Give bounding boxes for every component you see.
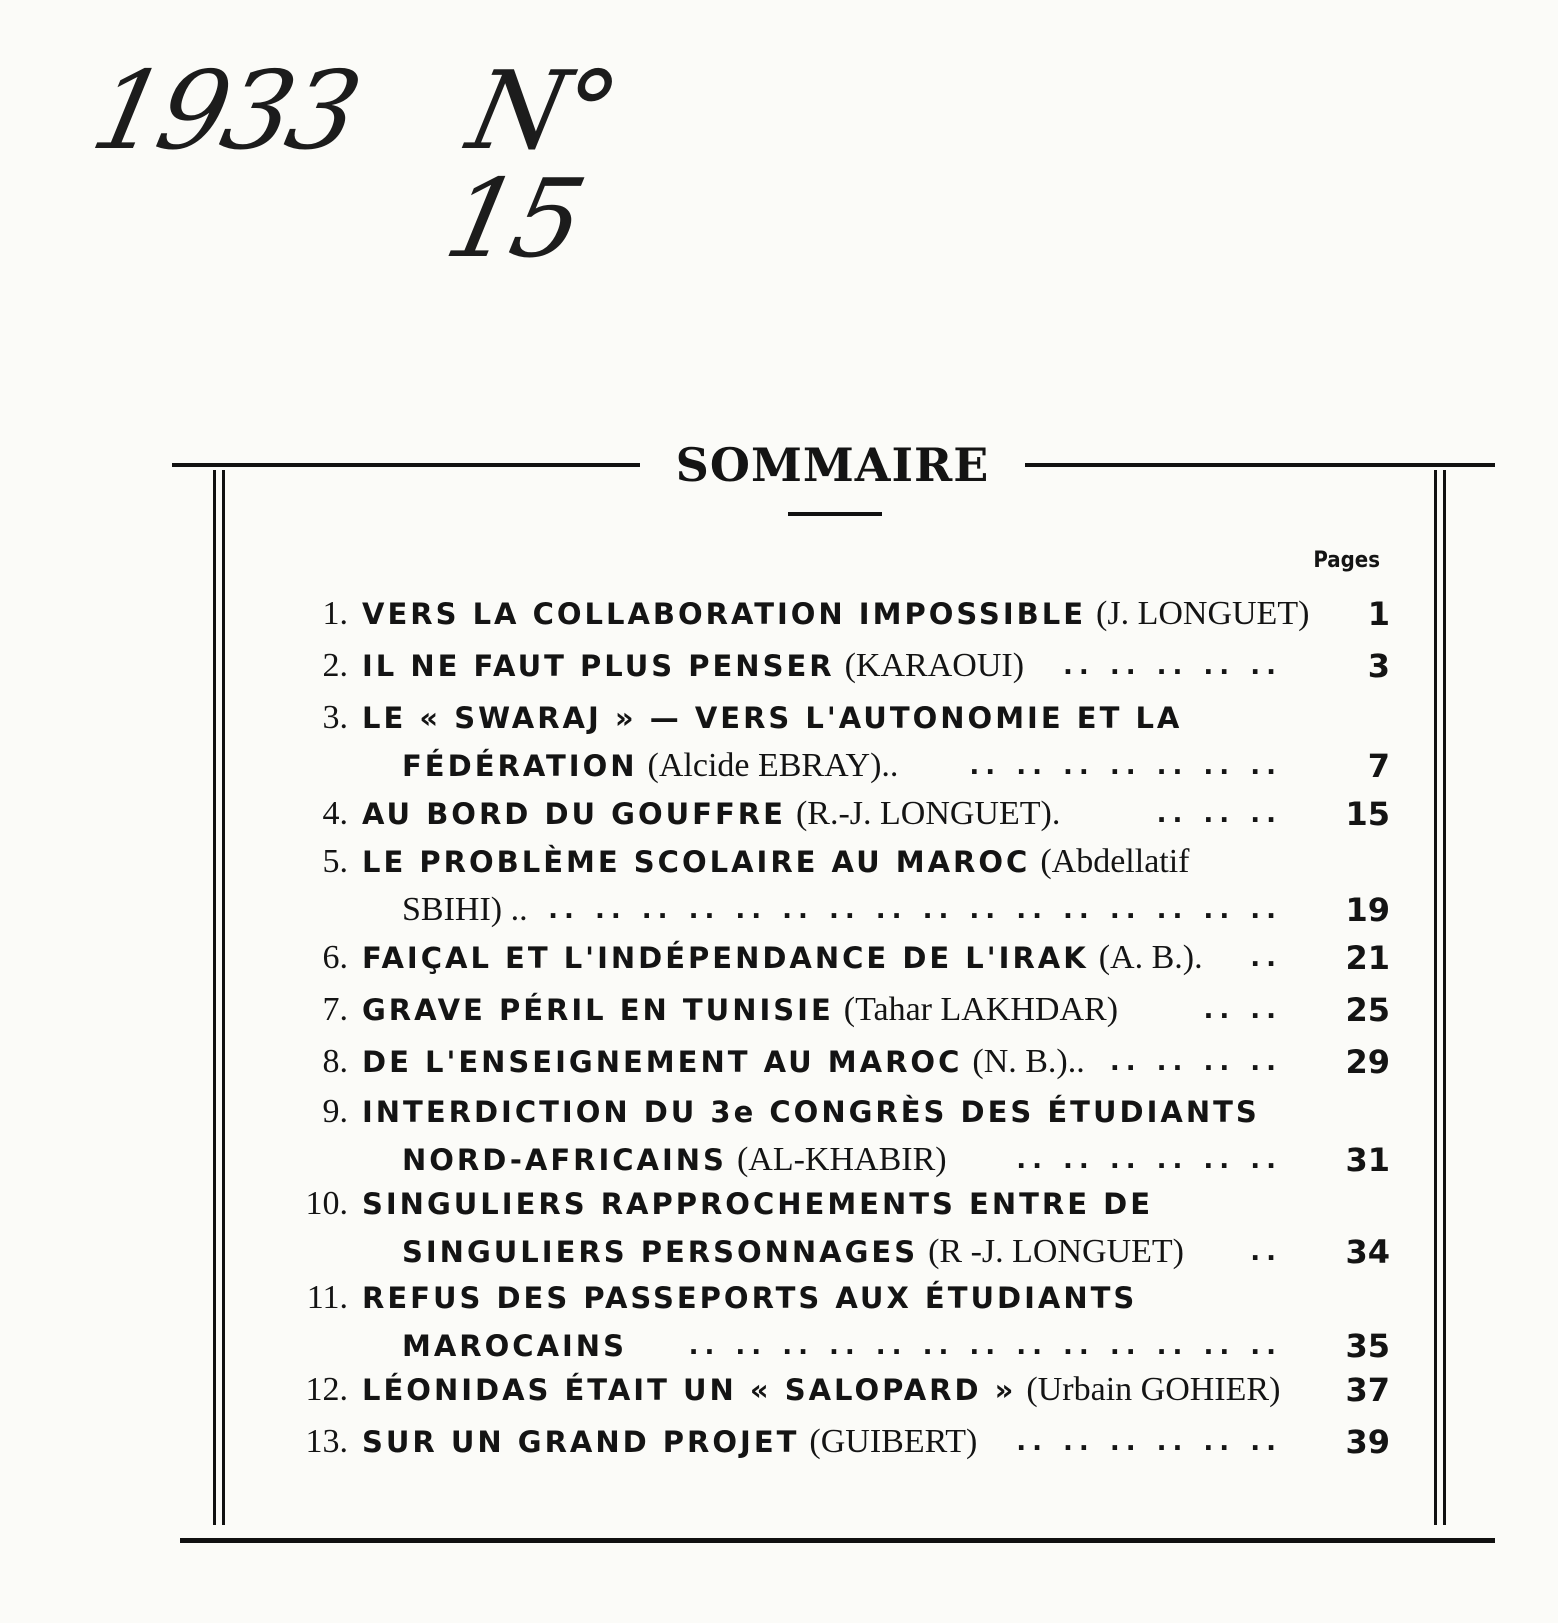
- toc-entry-number: 1.: [322, 595, 348, 632]
- leader-dots: .. .. .. .. .. .. .. .. .. .. .. .. .. .. .. ..: [548, 895, 1282, 925]
- page-title: SOMMAIRE: [675, 438, 990, 492]
- article-title: VERS LA COLLABORATION IMPOSSIBLE: [362, 597, 1087, 631]
- frame-left-rule-outer: [213, 470, 216, 1525]
- leader-dots: .. .. .. .. .. ..: [1016, 1145, 1282, 1175]
- toc-entry-number: 6.: [322, 939, 348, 976]
- page-number: 35: [1345, 1327, 1390, 1365]
- frame-top-rule-left: [172, 463, 640, 467]
- article-title: SUR UN GRAND PROJET: [362, 1425, 800, 1459]
- toc-entry: [300, 590, 1390, 638]
- handwritten-issue-number: N° 15: [435, 49, 626, 282]
- toc-entry-body: [362, 1274, 1282, 1370]
- toc-entry-line: [362, 1180, 1282, 1228]
- title-underline: [788, 512, 882, 516]
- article-author: (Abdellatif: [1040, 843, 1190, 880]
- toc-entry-line: [362, 986, 1282, 1034]
- article-title: GRAVE PÉRIL EN TUNISIE: [362, 993, 834, 1027]
- toc-entry-body: [362, 934, 1282, 982]
- article-title: DE L'ENSEIGNEMENT AU MAROC: [362, 1045, 963, 1079]
- toc-entry-line: [362, 1088, 1282, 1136]
- toc-entry-line: [362, 1274, 1282, 1322]
- article-author: (Alcide EBRAY)..: [647, 747, 899, 784]
- article-author: (Tahar LAKHDAR): [843, 991, 1119, 1028]
- article-title: SINGULIERS RAPPROCHEMENTS ENTRE DE: [362, 1187, 1154, 1221]
- page-number: 31: [1345, 1141, 1390, 1179]
- toc-entry: [300, 1180, 1390, 1276]
- toc-entry-body: [362, 1180, 1282, 1276]
- leader-dots: .. .. .. .. ..: [1063, 651, 1282, 681]
- toc-entry-line: [362, 1366, 1282, 1414]
- article-title: FÉDÉRATION: [402, 749, 638, 783]
- toc-entry-body: [362, 1418, 1282, 1466]
- leader-dots: ..: [1250, 943, 1282, 973]
- article-title: SINGULIERS PERSONNAGES: [402, 1235, 919, 1269]
- article-title: AU BORD DU GOUFFRE: [362, 797, 786, 831]
- page-number: 21: [1345, 939, 1390, 977]
- toc-entry: [300, 1366, 1390, 1414]
- article-author: (N. B.)..: [972, 1043, 1085, 1080]
- handwritten-annotation: [40, 40, 760, 282]
- toc-entry-line: [362, 838, 1282, 886]
- article-author: (GUIBERT): [809, 1423, 978, 1460]
- page-number: 15: [1345, 795, 1390, 833]
- toc-entry-number: 7.: [322, 991, 348, 1028]
- toc-entry-line: [362, 694, 1282, 742]
- toc-entry-body: [362, 986, 1282, 1034]
- toc-entry-line: [362, 886, 1282, 934]
- leader-dots: .. .. .. .. .. ..: [1016, 1427, 1282, 1457]
- toc-entry-body: [362, 642, 1282, 690]
- handwritten-year: 1933: [81, 49, 368, 174]
- article-author: (KARAOUI): [844, 647, 1025, 684]
- article-title: INTERDICTION DU 3e CONGRÈS DES ÉTUDIANTS: [362, 1095, 1260, 1129]
- toc-entry-body: [362, 590, 1310, 638]
- toc-entry-number: 3.: [322, 699, 348, 736]
- toc-entry: [300, 1418, 1390, 1466]
- toc-entry-body: [362, 694, 1282, 790]
- toc-entry-number: 4.: [322, 795, 348, 832]
- article-title: LÉONIDAS ÉTAIT UN « SALOPARD »: [362, 1373, 1017, 1407]
- article-title: MAROCAINS: [402, 1329, 627, 1363]
- toc-entry: [300, 838, 1390, 934]
- toc-entry-number: 8.: [322, 1043, 348, 1080]
- page-number: 3: [1367, 647, 1390, 685]
- toc-entry: [300, 1088, 1390, 1184]
- toc-entry-line: [362, 642, 1282, 690]
- toc-entry-line: [362, 1136, 1282, 1184]
- article-title: IL NE FAUT PLUS PENSER: [362, 649, 835, 683]
- toc-entry-body: [362, 1038, 1282, 1086]
- toc-entry: [300, 1038, 1390, 1086]
- article-title: LE PROBLÈME SCOLAIRE AU MAROC: [362, 845, 1031, 879]
- page-number: 34: [1345, 1233, 1390, 1271]
- article-author: (R.-J. LONGUET).: [795, 795, 1061, 832]
- toc-entry-line: [362, 742, 1282, 790]
- article-author: (J. LONGUET): [1096, 595, 1310, 632]
- frame-top-rule-right: [1025, 463, 1495, 467]
- article-title: REFUS DES PASSEPORTS AUX ÉTUDIANTS: [362, 1281, 1138, 1315]
- article-title: FAIÇAL ET L'INDÉPENDANCE DE L'IRAK: [362, 941, 1089, 975]
- toc-entry-body: [362, 1088, 1282, 1184]
- toc-entry-line: [362, 1228, 1282, 1276]
- page-number: 19: [1345, 891, 1390, 929]
- frame-left-rule-inner: [222, 470, 225, 1525]
- page-number: 37: [1345, 1371, 1390, 1409]
- article-author: (Urbain GOHIER): [1026, 1371, 1281, 1408]
- toc-entry-line: [362, 1418, 1282, 1466]
- toc-entry-line: [362, 1322, 1282, 1370]
- leader-dots: .. .. .. .. .. .. ..: [969, 751, 1282, 781]
- toc-entry-number: 5.: [322, 843, 348, 880]
- leader-dots: ..: [1250, 1237, 1282, 1267]
- toc-entry: [300, 934, 1390, 982]
- pages-column-header: Pages: [1313, 548, 1380, 573]
- toc-entry-line: [362, 790, 1282, 838]
- toc-entry-body: [362, 1366, 1282, 1414]
- article-title: NORD-AFRICAINS: [402, 1143, 727, 1177]
- toc-entry-line: [362, 590, 1310, 638]
- frame-right-rule-outer: [1443, 470, 1446, 1525]
- page-number: 7: [1367, 747, 1390, 785]
- article-author: (R -J. LONGUET): [928, 1233, 1185, 1270]
- article-author: (A. B.).: [1098, 939, 1203, 976]
- toc-entry-number: 9.: [322, 1093, 348, 1130]
- toc-entry: [300, 986, 1390, 1034]
- leader-dots: .. .. .. .. .. .. .. .. .. .. .. .. ..: [688, 1331, 1282, 1361]
- page-number: 29: [1345, 1043, 1390, 1081]
- page-number: 1: [1367, 595, 1390, 633]
- toc-entry: [300, 694, 1390, 790]
- article-author: (AL-KHABIR): [736, 1141, 947, 1178]
- frame-bottom-rule: [180, 1538, 1495, 1543]
- toc-entry-number: 13.: [305, 1423, 348, 1460]
- leader-dots: .. .. .. ..: [1109, 1047, 1282, 1077]
- toc-entry-number: 10.: [305, 1185, 348, 1222]
- toc-entry: [300, 1274, 1390, 1370]
- toc-entry: [300, 642, 1390, 690]
- toc-entry-line: [362, 1038, 1282, 1086]
- page-number: 25: [1345, 991, 1390, 1029]
- toc-entry-line: [362, 934, 1282, 982]
- frame-right-rule-inner: [1434, 470, 1437, 1525]
- toc-entry: [300, 790, 1390, 838]
- leader-dots: .. .. ..: [1156, 799, 1282, 829]
- toc-entry-number: 11.: [306, 1279, 348, 1316]
- toc-entry-body: [362, 838, 1282, 934]
- page-number: 39: [1345, 1423, 1390, 1461]
- toc-entry-number: 12.: [305, 1371, 348, 1408]
- toc-entry-body: [362, 790, 1282, 838]
- leader-dots: .. ..: [1203, 995, 1282, 1025]
- toc-entry-number: 2.: [322, 647, 348, 684]
- article-title: LE « SWARAJ » — VERS L'AUTONOMIE ET LA: [362, 701, 1183, 735]
- article-author: SBIHI) ..: [402, 891, 528, 928]
